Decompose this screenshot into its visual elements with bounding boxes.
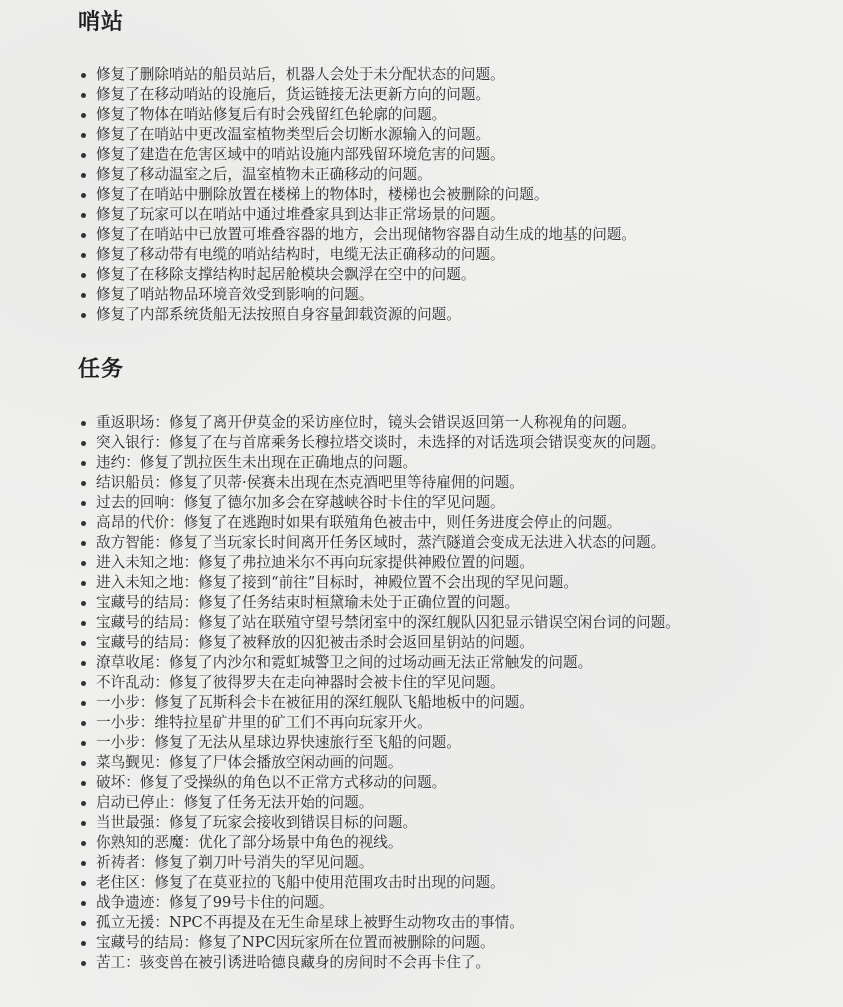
list-item: 修复了移动带有电缆的哨站结构时，电缆无法正确移动的问题。 — [0, 245, 843, 265]
list-item: 你熟知的恶魔：优化了部分场景中角色的视线。 — [0, 833, 843, 853]
list-item: 宝藏号的结局：修复了站在联殖守望号禁闭室中的深红舰队囚犯显示错误空闲台词的问题。 — [0, 613, 843, 633]
list-item: 结识船员：修复了贝蒂·侯赛未出现在杰克酒吧里等待雇佣的问题。 — [0, 473, 843, 493]
list-item: 破坏：修复了受操纵的角色以不正常方式移动的问题。 — [0, 773, 843, 793]
list-item: 修复了在哨站中删除放置在楼梯上的物体时，楼梯也会被删除的问题。 — [0, 185, 843, 205]
list-item: 一小步：修复了瓦斯科会卡在被征用的深红舰队飞船地板中的问题。 — [0, 693, 843, 713]
list-item: 突入银行：修复了在与首席乘务长穆拉塔交谈时，未选择的对话选项会错误变灰的问题。 — [0, 433, 843, 453]
list-item: 潦草收尾：修复了内沙尔和霓虹城警卫之间的过场动画无法正常触发的问题。 — [0, 653, 843, 673]
list-item: 修复了删除哨站的船员站后，机器人会处于未分配状态的问题。 — [0, 65, 843, 85]
list-item: 修复了在移动哨站的设施后，货运链接无法更新方向的问题。 — [0, 85, 843, 105]
list-item: 敌方智能：修复了当玩家长时间离开任务区域时，蒸汽隧道会变成无法进入状态的问题。 — [0, 533, 843, 553]
list-item: 修复了哨站物品环境音效受到影响的问题。 — [0, 285, 843, 305]
list-item: 苦工：骇变兽在被引诱进哈德良藏身的房间时不会再卡住了。 — [0, 953, 843, 973]
list-item: 宝藏号的结局：修复了任务结束时桓黛瑜未处于正确位置的问题。 — [0, 593, 843, 613]
list-item: 进入未知之地：修复了弗拉迪米尔不再向玩家提供神殿位置的问题。 — [0, 553, 843, 573]
list-item: 不许乱动：修复了彼得罗夫在走向神器时会被卡住的罕见问题。 — [0, 673, 843, 693]
list-item: 修复了建造在危害区域中的哨站设施内部残留环境危害的问题。 — [0, 145, 843, 165]
list-item: 违约：修复了凯拉医生未出现在正确地点的问题。 — [0, 453, 843, 473]
section-outposts — [0, 8, 843, 323]
outpost-fix-list — [0, 65, 843, 325]
list-item: 重返职场：修复了离开伊莫金的采访座位时，镜头会错误返回第一人称视角的问题。 — [0, 413, 843, 433]
list-item: 当世最强：修复了玩家会接收到错误目标的问题。 — [0, 813, 843, 833]
list-item: 老住区：修复了在莫亚拉的飞船中使用范围攻击时出现的问题。 — [0, 873, 843, 893]
list-item: 修复了移动温室之后，温室植物未正确移动的问题。 — [0, 165, 843, 185]
list-item: 修复了玩家可以在哨站中通过堆叠家具到达非正常场景的问题。 — [0, 205, 843, 225]
section-title-missions: 任务 — [78, 357, 125, 382]
list-item: 宝藏号的结局：修复了被释放的囚犯被击杀时会返回星钥站的问题。 — [0, 633, 843, 653]
list-item: 修复了内部系统货船无法按照自身容量卸载资源的问题。 — [0, 305, 843, 325]
list-item: 修复了物体在哨站修复后有时会残留红色轮廓的问题。 — [0, 105, 843, 125]
mission-fix-list — [0, 413, 843, 973]
list-item: 祈祷者：修复了剃刀叶号消失的罕见问题。 — [0, 853, 843, 873]
list-item: 孤立无援：NPC不再提及在无生命星球上被野生动物攻击的事情。 — [0, 913, 843, 933]
list-item: 过去的回响：修复了德尔加多会在穿越峡谷时卡住的罕见问题。 — [0, 493, 843, 513]
list-item: 高昂的代价：修复了在逃跑时如果有联殖角色被击中，则任务进度会停止的问题。 — [0, 513, 843, 533]
list-item: 进入未知之地：修复了接到“前往”目标时，神殿位置不会出现的罕见问题。 — [0, 573, 843, 593]
list-item: 菜鸟觐见：修复了尸体会播放空闲动画的问题。 — [0, 753, 843, 773]
list-item: 一小步：修复了无法从星球边界快速旅行至飞船的问题。 — [0, 733, 843, 753]
list-item: 修复了在移除支撑结构时起居舱模块会飘浮在空中的问题。 — [0, 265, 843, 285]
list-item: 启动已停止：修复了任务无法开始的问题。 — [0, 793, 843, 813]
list-item: 修复了在哨站中更改温室植物类型后会切断水源输入的问题。 — [0, 125, 843, 145]
list-item: 宝藏号的结局：修复了NPC因玩家所在位置而被删除的问题。 — [0, 933, 843, 953]
section-title-outposts: 哨站 — [78, 10, 125, 35]
list-item: 修复了在哨站中已放置可堆叠容器的地方，会出现储物容器自动生成的地基的问题。 — [0, 225, 843, 245]
list-item: 战争遗迹：修复了99号卡住的问题。 — [0, 893, 843, 913]
section-missions — [0, 355, 843, 971]
list-item: 一小步：维特拉星矿井里的矿工们不再向玩家开火。 — [0, 713, 843, 733]
